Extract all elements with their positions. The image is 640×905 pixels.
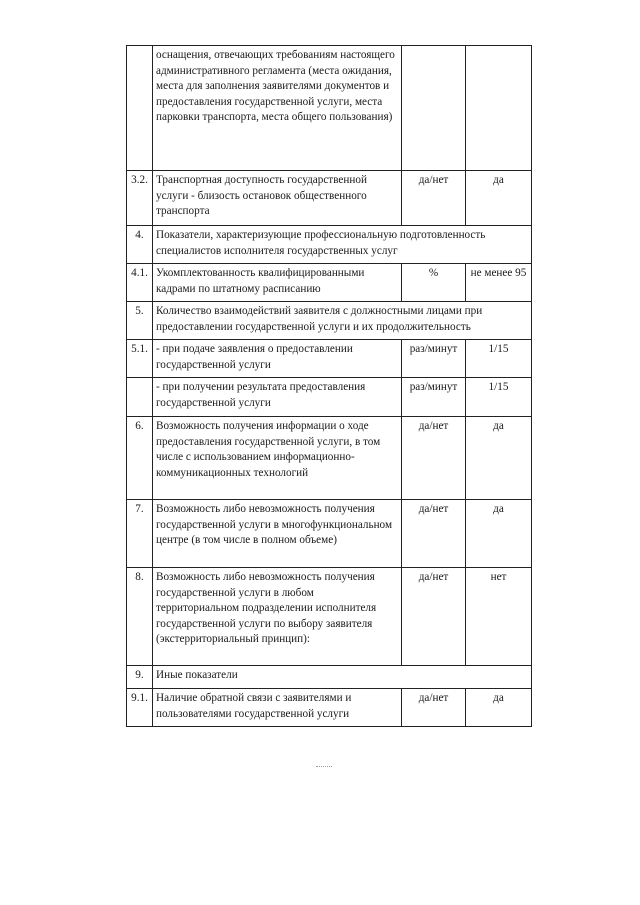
table-row <box>127 378 532 417</box>
row-number: 3.2. <box>127 171 153 226</box>
indicator-text: Наличие обратной связи с заявителями и пользователями государственной услуги <box>153 689 402 727</box>
row-number: 7. <box>127 500 153 568</box>
table-row <box>127 500 532 568</box>
indicator-text: Транспортная доступность государственной услуги - близость остановок общественного транспорта <box>153 171 402 226</box>
unit-cell: да/нет <box>402 568 466 666</box>
table-row <box>127 264 532 302</box>
table-row <box>127 46 532 171</box>
row-number: 6. <box>127 417 153 500</box>
section-heading: Показатели, характеризующие профессиональную подготовленность специалистов исполнителя государственных услуг <box>153 226 532 264</box>
section-heading: Количество взаимодействий заявителя с должностными лицами при предоставлении государственной услуги и их продолжительность <box>153 302 532 340</box>
table-row <box>127 226 532 264</box>
value-cell: не менее 95 <box>466 264 532 302</box>
indicator-text: Возможность либо невозможность получения государственной услуги в любом территориальном подразделении исполнителя государственной услуги по выбору заявителя (экстерриториальный принцип): <box>153 568 402 666</box>
indicator-text: Возможность либо невозможность получения государственной услуги в многофункциональном центре (в том числе в полном объеме) <box>153 500 402 568</box>
value-cell: нет <box>466 568 532 666</box>
unit-cell: раз/минут <box>402 378 466 417</box>
table-row <box>127 568 532 666</box>
value-cell: да <box>466 689 532 727</box>
unit-cell: да/нет <box>402 171 466 226</box>
value-cell: 1/15 <box>466 378 532 417</box>
unit-cell: да/нет <box>402 500 466 568</box>
indicator-text: - при получении результата предоставления государственной услуги <box>153 378 402 417</box>
row-number: 9.1. <box>127 689 153 727</box>
value-cell: да <box>466 417 532 500</box>
indicators-table <box>126 45 532 727</box>
scan-mark <box>316 766 332 768</box>
table-row <box>127 417 532 500</box>
table-row <box>127 689 532 727</box>
row-number: 8. <box>127 568 153 666</box>
indicator-text: Возможность получения информации о ходе предоставления государственной услуги, в том числе с использованием информационно-коммуникационных технологий <box>153 417 402 500</box>
indicator-text: Укомплектованность квалифицированными кадрами по штатному расписанию <box>153 264 402 302</box>
section-heading: Иные показатели <box>153 666 532 689</box>
row-number: 5. <box>127 302 153 340</box>
value-cell: да <box>466 500 532 568</box>
row-number: 9. <box>127 666 153 689</box>
row-number <box>127 378 153 417</box>
row-number: 4.1. <box>127 264 153 302</box>
table-row <box>127 171 532 226</box>
table-row <box>127 666 532 689</box>
row-number <box>127 46 153 171</box>
unit-cell: раз/минут <box>402 340 466 378</box>
table-row <box>127 340 532 378</box>
value-cell <box>466 46 532 171</box>
unit-cell: % <box>402 264 466 302</box>
unit-cell: да/нет <box>402 689 466 727</box>
unit-cell: да/нет <box>402 417 466 500</box>
value-cell: 1/15 <box>466 340 532 378</box>
row-number: 5.1. <box>127 340 153 378</box>
indicator-text: оснащения, отвечающих требованиям настоящего административного регламента (места ожидания, места для заполнения заявителями документов и предоставления государственной услуги, места парковки транспорта, места общего пользования) <box>153 46 402 171</box>
value-cell: да <box>466 171 532 226</box>
unit-cell <box>402 46 466 171</box>
row-number: 4. <box>127 226 153 264</box>
indicator-text: - при подаче заявления о предоставлении государственной услуги <box>153 340 402 378</box>
table-row <box>127 302 532 340</box>
